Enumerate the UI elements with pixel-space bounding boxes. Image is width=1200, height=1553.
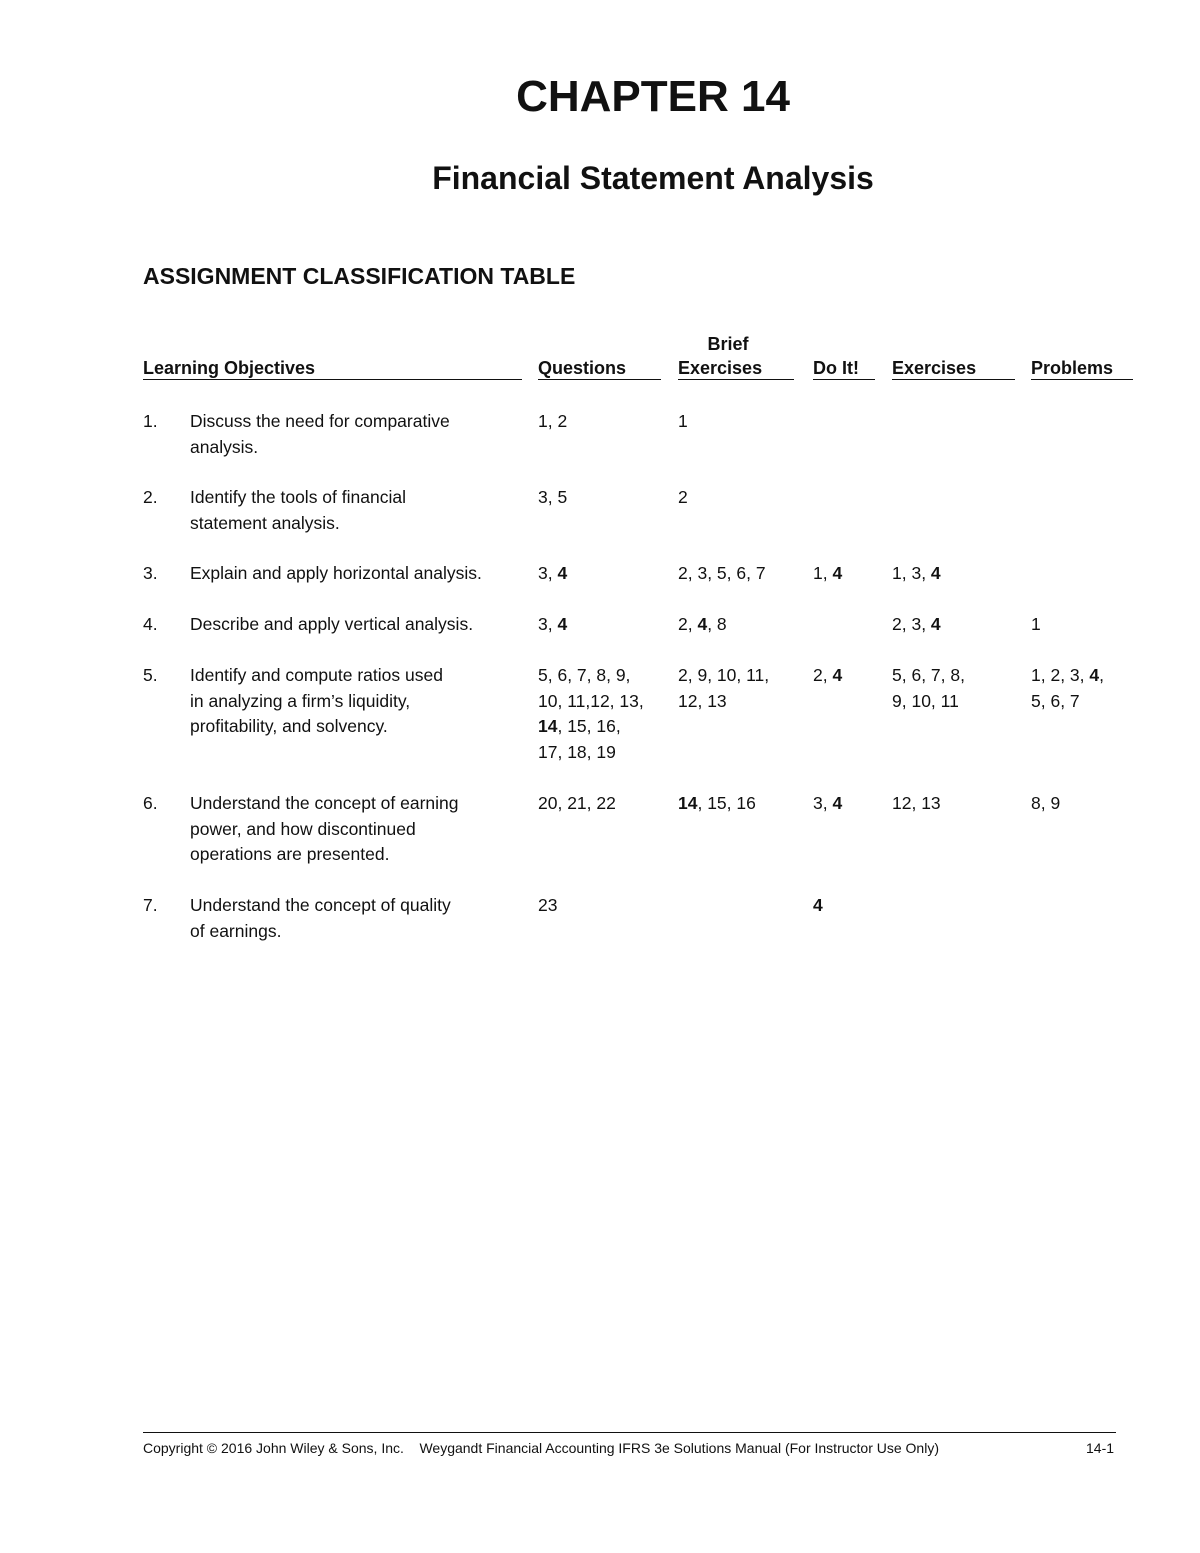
objective-text: Describe and apply vertical analysis. bbox=[190, 614, 474, 634]
objective-number: 3. bbox=[143, 563, 158, 583]
questions-cell-segment: 5, 6, 7, 8, 9, 10, 11,12, 13, bbox=[538, 665, 644, 711]
exercises-cell bbox=[892, 612, 941, 638]
do-it-cell-segment: 4 bbox=[813, 895, 823, 915]
exercises-cell-segment: 12, 13 bbox=[892, 793, 941, 813]
header-exercises: Exercises bbox=[892, 358, 1015, 380]
problems-cell-segment: 8, 9 bbox=[1031, 793, 1061, 813]
questions-cell bbox=[538, 612, 567, 638]
brief-exercises-cell bbox=[678, 791, 756, 817]
chapter-title: CHAPTER 14 bbox=[516, 72, 790, 121]
brief-exercises-cell-segment: 2 bbox=[678, 487, 688, 507]
exercises-cell bbox=[892, 663, 965, 714]
questions-cell bbox=[538, 893, 557, 919]
brief-exercises-cell bbox=[678, 663, 769, 714]
do-it-cell-segment: 4 bbox=[832, 793, 843, 813]
objective-number: 2. bbox=[143, 487, 158, 507]
problems-cell bbox=[1031, 791, 1060, 817]
questions-cell bbox=[538, 663, 644, 765]
do-it-cell-segment: 3, bbox=[813, 793, 833, 813]
brief-exercises-cell-segment: , 8 bbox=[707, 614, 727, 634]
problems-cell-segment: , 5, 6, 7 bbox=[1031, 665, 1104, 711]
objective-number: 6. bbox=[143, 793, 158, 813]
header-do-it: Do It! bbox=[813, 358, 875, 380]
do-it-cell-segment: 4 bbox=[832, 665, 843, 685]
section-title: ASSIGNMENT CLASSIFICATION TABLE bbox=[143, 263, 576, 289]
problems-cell bbox=[1031, 612, 1041, 638]
chapter-subtitle: Financial Statement Analysis bbox=[432, 160, 874, 196]
questions-cell-segment: 14 bbox=[538, 716, 558, 736]
questions-cell-segment: , 15, 16, 17, 18, 19 bbox=[538, 716, 621, 762]
brief-exercises-cell-segment: 2, 3, 5, 6, 7 bbox=[678, 563, 766, 583]
header-brief-exercises: Exercises bbox=[678, 358, 794, 380]
header-learning-objectives: Learning Objectives bbox=[143, 358, 522, 380]
objective-number: 4. bbox=[143, 614, 158, 634]
objective-text: Understand the concept of quality of earnings. bbox=[190, 895, 451, 941]
questions-cell-segment: 4 bbox=[557, 563, 568, 583]
questions-cell-segment: 23 bbox=[538, 895, 558, 915]
objective-text: Explain and apply horizontal analysis. bbox=[190, 563, 482, 583]
exercises-cell-segment: 2, 3, bbox=[892, 614, 931, 634]
problems-cell-segment: 4 bbox=[1089, 665, 1100, 685]
brief-exercises-cell-segment: 2, bbox=[678, 614, 698, 634]
footer-divider bbox=[143, 1432, 1116, 1433]
brief-exercises-cell bbox=[678, 409, 688, 435]
questions-cell-segment: 1, 2 bbox=[538, 411, 568, 431]
brief-exercises-cell bbox=[678, 612, 727, 638]
questions-cell-segment: 20, 21, 22 bbox=[538, 793, 616, 813]
do-it-cell bbox=[813, 561, 842, 587]
questions-cell-segment: 3, bbox=[538, 614, 558, 634]
brief-exercises-cell-segment: 2, 9, 10, 11, 12, 13 bbox=[678, 665, 770, 711]
exercises-cell bbox=[892, 561, 941, 587]
brief-exercises-cell bbox=[678, 485, 688, 511]
questions-cell-segment: 3, bbox=[538, 563, 558, 583]
exercises-cell-segment: 1, 3, bbox=[892, 563, 931, 583]
objective-text: Identify and compute ratios used in analyzing a firm’s liquidity, profitability, and solvency. bbox=[190, 665, 443, 736]
do-it-cell-segment: 2, bbox=[813, 665, 833, 685]
objective-text: Discuss the need for comparative analysis. bbox=[190, 411, 450, 457]
questions-cell bbox=[538, 561, 567, 587]
objective-number: 5. bbox=[143, 665, 158, 685]
page-number: 14-1 bbox=[1086, 1440, 1115, 1456]
questions-cell bbox=[538, 791, 616, 817]
exercises-cell-segment: 4 bbox=[930, 563, 941, 583]
do-it-cell-segment: 4 bbox=[832, 563, 843, 583]
questions-cell-segment: 3, 5 bbox=[538, 487, 568, 507]
objective-number: 1. bbox=[143, 411, 158, 431]
brief-exercises-cell-segment: 14 bbox=[678, 793, 698, 813]
brief-exercises-cell-segment: 4 bbox=[697, 614, 708, 634]
brief-exercises-cell bbox=[678, 561, 766, 587]
exercises-cell-segment: 5, 6, 7, 8, 9, 10, 11 bbox=[892, 665, 965, 711]
header-questions: Questions bbox=[538, 358, 661, 380]
do-it-cell bbox=[813, 893, 823, 919]
problems-cell-segment: 1, 2, 3, bbox=[1031, 665, 1090, 685]
objective-text: Understand the concept of earning power, and how discontinued operations are presented. bbox=[190, 793, 459, 864]
objective-number: 7. bbox=[143, 895, 158, 915]
header-brief: Brief bbox=[707, 334, 749, 354]
questions-cell bbox=[538, 485, 567, 511]
objective-text: Identify the tools of financial statement analysis. bbox=[190, 487, 406, 533]
footer-copyright: Copyright © 2016 John Wiley & Sons, Inc. Weygandt Financial Accounting IFRS 3e Solutions Manual (For Instructor Use Only) bbox=[143, 1440, 939, 1456]
questions-cell bbox=[538, 409, 567, 435]
do-it-cell bbox=[813, 663, 842, 689]
exercises-cell bbox=[892, 791, 941, 817]
questions-cell-segment: 4 bbox=[557, 614, 568, 634]
exercises-cell-segment: 4 bbox=[930, 614, 941, 634]
do-it-cell bbox=[813, 791, 842, 817]
do-it-cell-segment: 1, bbox=[813, 563, 833, 583]
brief-exercises-cell-segment: 1 bbox=[678, 411, 688, 431]
problems-cell-segment: 1 bbox=[1031, 614, 1041, 634]
header-problems: Problems bbox=[1031, 358, 1133, 380]
problems-cell bbox=[1031, 663, 1104, 714]
brief-exercises-cell-segment: , 15, 16 bbox=[697, 793, 756, 813]
